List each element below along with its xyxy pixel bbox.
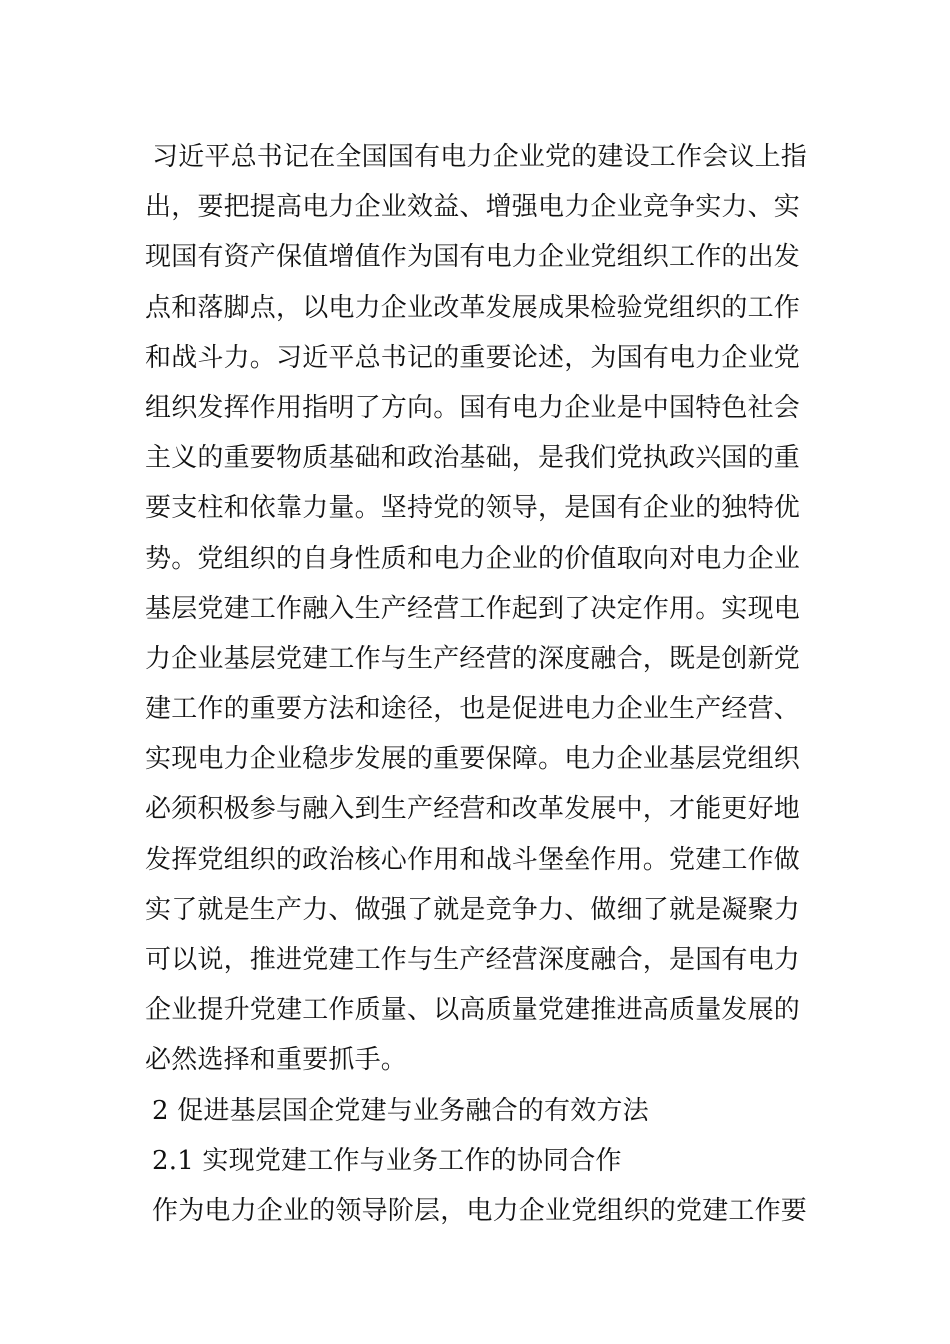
paragraph-1 xyxy=(145,132,815,1086)
paragraph-line: 组织发挥作用指明了方向。国有电力企业是中国特色社会 xyxy=(145,392,801,423)
paragraph-2 xyxy=(145,1186,815,1236)
paragraph-line: 必然选择和重要抓手。 xyxy=(145,1045,408,1076)
paragraph-line: 力企业基层党建工作与生产经营的深度融合，既是创新党 xyxy=(145,643,801,674)
subsection-heading: 2.1 实现党建工作与业务工作的协同合作 xyxy=(152,1145,622,1176)
paragraph-line: 习近平总书记在全国国有电力企业党的建设工作会议上指 xyxy=(152,142,808,172)
paragraph-line: 必须积极参与融入到生产经营和改革发展中，才能更好地 xyxy=(145,794,801,825)
paragraph-line: 点和落脚点，以电力企业改革发展成果检验党组织的工作 xyxy=(145,292,801,323)
paragraph-line: 实现电力企业稳步发展的重要保障。电力企业基层党组织 xyxy=(145,744,801,775)
paragraph-line: 可以说，推进党建工作与生产经营深度融合，是国有电力 xyxy=(145,945,801,975)
paragraph-line: 势。党组织的自身性质和电力企业的价值取向对电力企业 xyxy=(145,543,801,574)
paragraph-line: 建工作的重要方法和途径，也是促进电力企业生产经营、 xyxy=(145,694,801,725)
paragraph-line: 基层党建工作融入生产经营工作起到了决定作用。实现电 xyxy=(145,593,801,624)
paragraph-line: 主义的重要物质基础和政治基础，是我们党执政兴国的重 xyxy=(145,443,801,474)
document-body xyxy=(145,132,815,1236)
paragraph-line: 出，要把提高电力企业效益、增强电力企业竞争实力、实 xyxy=(145,192,801,223)
paragraph-line: 发挥党组织的政治核心作用和战斗堡垒作用。党建工作做 xyxy=(145,844,801,875)
paragraph-line: 现国有资产保值增值作为国有电力企业党组织工作的出发 xyxy=(145,242,801,273)
paragraph-line: 作为电力企业的领导阶层，电力企业党组织的党建工作要 xyxy=(152,1195,808,1226)
paragraph-line: 要支柱和依靠力量。坚持党的领导，是国有企业的独特优 xyxy=(145,493,801,524)
paragraph-line: 和战斗力。习近平总书记的重要论述，为国有电力企业党 xyxy=(145,342,801,373)
section-heading: 2 促进基层国企党建与业务融合的有效方法 xyxy=(152,1095,649,1126)
paragraph-line: 企业提升党建工作质量、以高质量党建推进高质量发展的 xyxy=(145,995,801,1026)
paragraph-line: 实了就是生产力、做强了就是竞争力、做细了就是凝聚力 xyxy=(145,894,801,925)
